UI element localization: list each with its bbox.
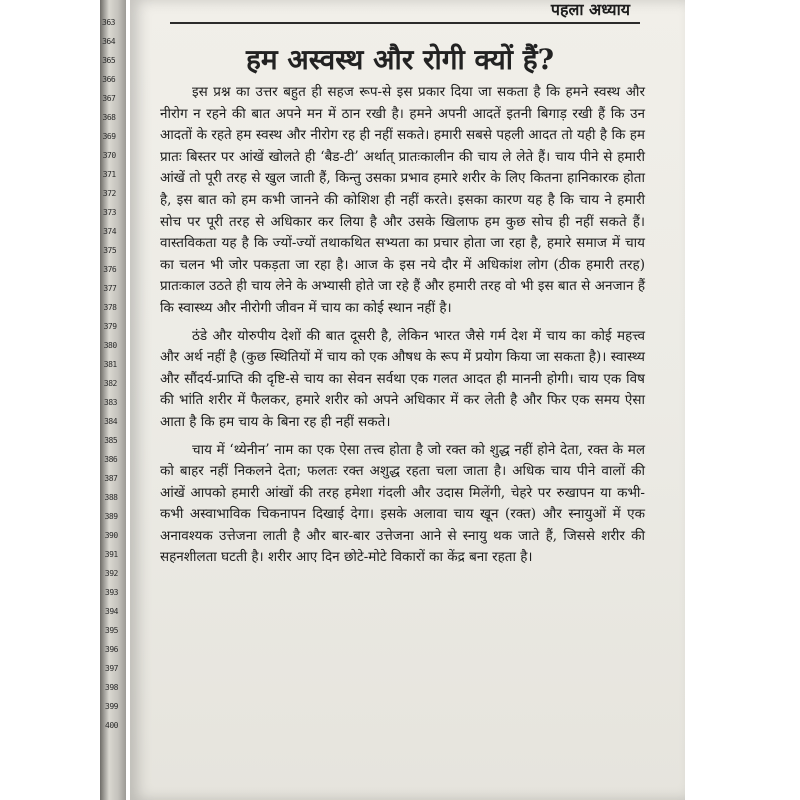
page-edge-numbers [100, 0, 130, 800]
header-rule [170, 22, 640, 24]
page-edge-number: 363 [102, 18, 115, 27]
right-background [685, 0, 800, 800]
page-edge-number: 391 [104, 550, 118, 559]
page-edge-number: 366 [102, 75, 116, 84]
page-edge-number: 382 [103, 379, 117, 388]
page-edge-number: 381 [103, 360, 117, 369]
page-edge-number: 394 [105, 607, 118, 616]
page-edge-number: 397 [105, 664, 118, 673]
page-edge-number: 392 [104, 569, 118, 578]
chapter-title: हम अस्वस्थ और रोगी क्यों हैं? [246, 43, 554, 76]
page-edge-number: 390 [104, 531, 118, 540]
page-edge-number: 371 [102, 170, 116, 179]
paragraph-2: ठंडे और योरुपीय देशों की बात दूसरी है, लेकिन भारत जैसे गर्म देश में चाय का कोई महत्त्व और अर्थ नहीं है (कुछ स्थितियों में चाय को एक औषध के रूप में प्रयोग किया जा सकता है)। स्वास्थ्य और सौंदर्य-प्राप्ति की दृष्टि-से चाय का सेवन सर्वथा एक गलत आदत ही माननी होगी। चाय एक विष की भांति शरीर में फैलकर, हमारे शरीर को अपने अधिकार में कर लेती है और फिर एक समय ऐसा आता है कि हम चाय के बिना रह ही नहीं सकते। [160, 327, 645, 430]
page-edge-number: 380 [103, 341, 117, 350]
page-edge-number: 399 [105, 702, 118, 711]
page-edge-number: 370 [102, 151, 116, 160]
page-edge-number: 373 [103, 208, 116, 217]
page-edge-number: 368 [102, 113, 116, 122]
page-edge-number: 379 [103, 322, 117, 331]
body-text [160, 82, 645, 569]
page-edge-number: 385 [104, 436, 118, 445]
page-edge-number: 396 [105, 645, 118, 654]
page-edge-number: 384 [104, 417, 118, 426]
page-edge-number: 378 [103, 303, 117, 312]
page-edge-number: 387 [104, 474, 118, 483]
page-edge-number: 386 [104, 455, 118, 464]
page-edge-number: 377 [103, 284, 117, 293]
page-edge-number: 369 [102, 132, 116, 141]
paragraph-3: चाय में ‘थ्येनीन’ नाम का एक ऐसा तत्त्व होता है जो रक्त को शुद्ध नहीं होने देता, रक्त के मल को बाहर नहीं निकलने देता; फलतः रक्त अशुद्ध रहता चला जाता है। अधिक चाय पीने वालों की आंखें आपको हमारी आंखों की तरह हमेशा गंदली और उदास मिलेंगी, चेहरे पर रुखापन या कभी-कभी अस्वाभाविक चिकनापन दिखाई देगा। इसके अलावा चाय खून (रक्त) और स्नायुओं में एक अनावश्यक उत्तेजना लाती है और बार-बार उत्तेजना आने से स्नायु थक जाते हैं, जिससे शरीर की सहनशीलता घटती है। शरीर आए दिन छोटे-मोटे विकारों का केंद्र बना रहता है। [160, 441, 645, 566]
page-edge-number: 364 [102, 37, 116, 46]
page-edge-number: 374 [103, 227, 117, 236]
page-edge-number: 400 [105, 721, 118, 730]
page-edge-number: 365 [102, 56, 116, 65]
page-edge-number: 388 [104, 493, 118, 502]
page-edge-number: 372 [102, 189, 116, 198]
page-edge-number: 393 [105, 588, 118, 597]
page-edge-number: 367 [102, 94, 116, 103]
page-edge-number: 383 [104, 398, 117, 407]
page-edge-number: 375 [103, 246, 117, 255]
page-edge-number: 389 [104, 512, 118, 521]
running-head: पहला अध्याय [550, 0, 630, 19]
page-edge-number: 376 [103, 265, 117, 274]
paragraph-1: इस प्रश्न का उत्तर बहुत ही सहज रूप-से इस प्रकार दिया जा सकता है कि हमने स्वस्थ और नीरोग न रहने की बात अपने मन में ठान रखी है। हमने अपनी आदतें इतनी बिगाड़ रखी हैं कि उन आदतों के रहते हम स्वस्थ और नीरोग रह ही नहीं सकते। हमारी सबसे पहली आदत तो यही है कि हम प्रातः बिस्तर पर आंखें खोलते ही ‘बैड-टी’ अर्थात् प्रातःकालीन की चाय ले लेते हैं। चाय पीने से हमारी आंखें तो पूरी तरह से खुल जाती हैं, किन्तु उसका प्रभाव हमारे शरीर के लिए कितना हानिकारक होता है, इस बात को हम कभी जानने की कोशिश ही नहीं करते। इसका कारण यह है कि चाय ने हमारी सोच पर पूरी तरह से अधिकार कर लिया है और उसके खिलाफ हम कुछ सोच ही नहीं सकते हैं। वास्तविकता यह है कि ज्यों-ज्यों तथाकथित सभ्यता का प्रचार होता जा रहा है, हमारे समाज में चाय का चलन भी जोर पकड़ता जा रहा है। आज के इस नये दौर में अधिकांश लोग (ठीक हमारी तरह) प्रातःकाल उठते ही चाय लेने के अभ्यासी होते जा रहे हैं और हमारी तरह वो भी इस बात से अनजान हैं कि स्वास्थ्य और नीरोगी जीवन में चाय का कोई स्थान नहीं है। [160, 84, 645, 316]
page-edge-number: 398 [105, 683, 118, 692]
page-edge-number: 395 [105, 626, 118, 635]
